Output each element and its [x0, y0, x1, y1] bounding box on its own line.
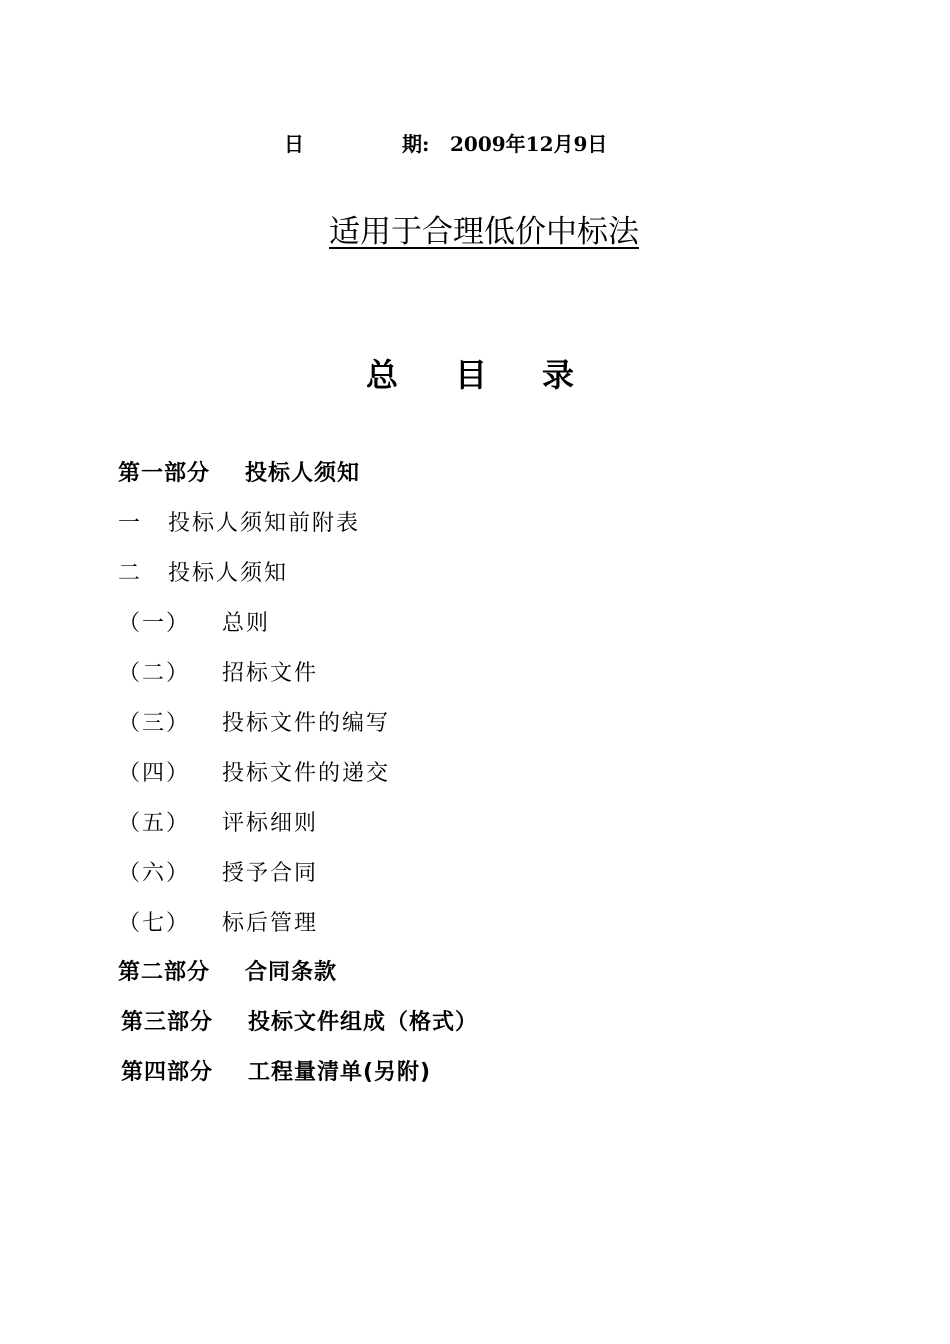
toc-subitem-title: 招标文件 [222, 661, 319, 686]
toc-subitem-number: （五） [118, 811, 191, 836]
toc-title-char-2: 目 [455, 356, 488, 394]
date-value: 2009年12月9日 [450, 132, 608, 156]
toc-subitem-title: 评标细则 [222, 811, 319, 836]
toc-subitem-number: （一） [118, 611, 191, 636]
document-subtitle: 适用于合理低价中标法 [329, 214, 639, 250]
toc-subitem-title: 标后管理 [222, 911, 319, 936]
toc-subitem-number: （四） [118, 761, 191, 786]
toc-subitem[interactable] [118, 856, 518, 888]
toc-subitem-title: 投标文件的编写 [222, 711, 391, 736]
toc-title-char-3: 录 [542, 356, 575, 394]
toc-item-title: 投标人须知 [168, 561, 289, 586]
toc-subitem[interactable] [118, 756, 518, 788]
toc-part-4[interactable] [121, 1055, 541, 1087]
toc-subitem-number: （二） [118, 661, 191, 686]
toc-subitem-title: 总则 [222, 611, 271, 636]
toc-subitem-number: （七） [118, 911, 191, 936]
date-label-period: 期: [402, 132, 430, 156]
toc-item-title: 投标人须知前附表 [168, 511, 361, 536]
toc-part-title: 投标文件组成（格式） [248, 1010, 479, 1035]
toc-part-number: 第一部分 [118, 461, 211, 486]
toc-subitem[interactable] [118, 656, 518, 688]
toc-subitem-number: （三） [118, 711, 191, 736]
toc-subitem[interactable] [118, 606, 518, 638]
toc-part-number: 第二部分 [118, 960, 211, 985]
toc-subitem-title: 授予合同 [222, 861, 319, 886]
toc-part-3[interactable] [121, 1005, 541, 1037]
toc-part-title: 投标人须知 [245, 461, 361, 486]
date-label-day: 日 [284, 132, 304, 156]
toc-item[interactable] [118, 556, 518, 588]
toc-title-char-1: 总 [366, 356, 399, 394]
toc-part-number: 第四部分 [121, 1060, 214, 1085]
toc-item-number: 一 [118, 511, 143, 536]
toc-subitem-title: 投标文件的递交 [222, 761, 391, 786]
toc-part-1[interactable] [118, 456, 518, 488]
toc-subitem-number: （六） [118, 861, 191, 886]
toc-subitem[interactable] [118, 806, 518, 838]
toc-item[interactable] [118, 506, 518, 538]
toc-subitem[interactable] [118, 906, 518, 938]
toc-item-number: 二 [118, 561, 143, 586]
toc-part-number: 第三部分 [121, 1010, 214, 1035]
toc-part-title: 工程量清单(另附) [248, 1060, 432, 1085]
toc-subitem[interactable] [118, 706, 518, 738]
date-line [0, 128, 950, 158]
toc-part-2[interactable] [118, 955, 518, 987]
toc-part-title: 合同条款 [245, 960, 338, 985]
